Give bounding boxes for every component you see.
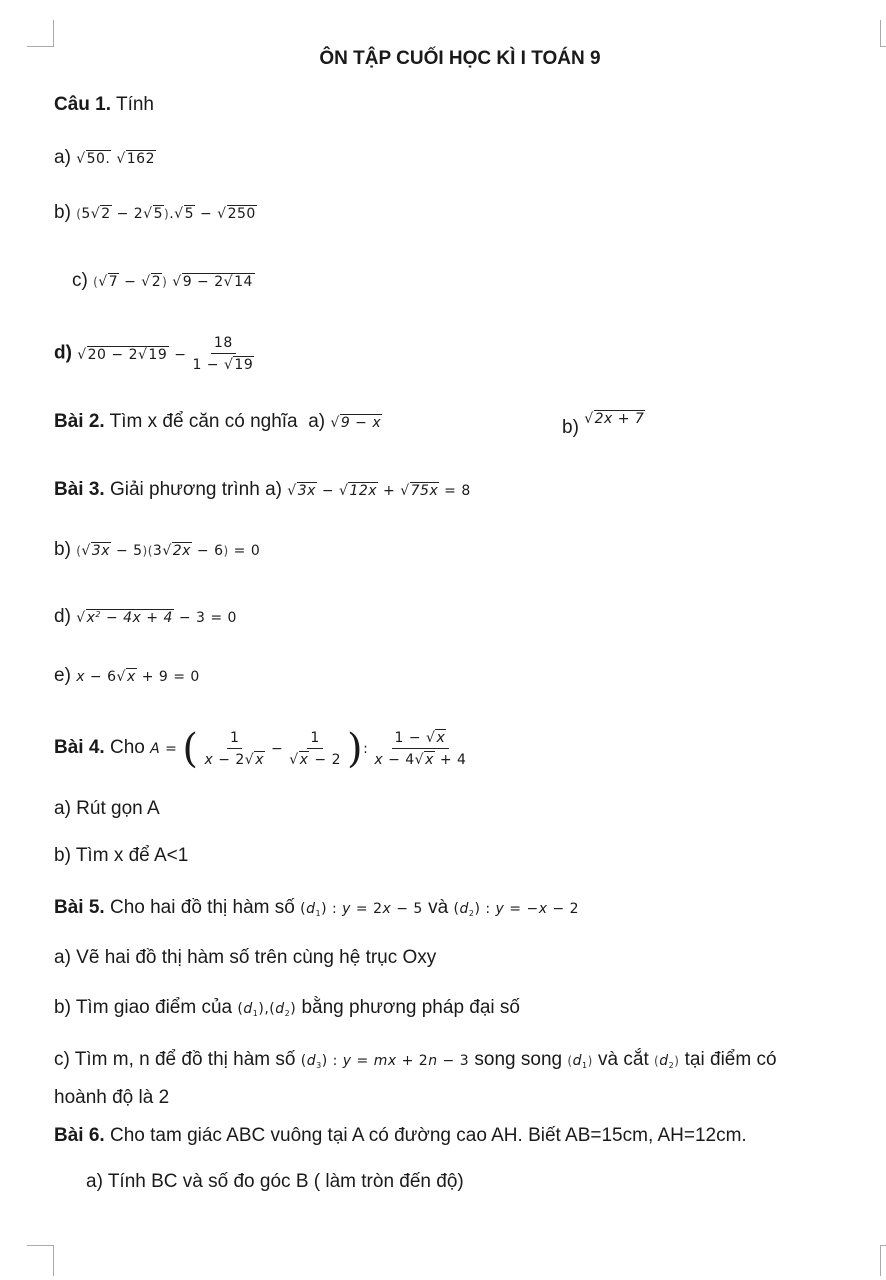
bai3-b-label: b) — [54, 539, 71, 560]
bai4-line — [54, 723, 472, 774]
cau1-a-expr: √50. √162 — [76, 151, 155, 167]
bai5-b-post: bằng phương pháp đại số — [301, 997, 520, 1018]
bai4-b: b) Tìm x để A<1 — [54, 845, 189, 866]
bai3-e-label: e) — [54, 665, 71, 686]
bai3-a-expr: √3x − √12x + √75x = 8 — [287, 483, 471, 499]
bai2-a-label: a) — [308, 411, 326, 432]
bai6-line — [54, 1124, 747, 1148]
corner-mark-top-left — [27, 20, 54, 47]
cau1-d — [54, 334, 260, 375]
bai2-line — [54, 410, 382, 435]
cau1-b-expr: (5√2 − 2√5).√5 − √250 — [76, 206, 256, 222]
cau1-a-label: a) — [54, 147, 71, 168]
bai5-and: và — [428, 897, 449, 918]
bai4-expr: A = ( $\frac{1}{x - 2√x}$ − $\frac{1}{√x - 2}$ ): $\frac{1 - √x}{x - 4√x + 4}$ — [150, 726, 467, 772]
bai2-heading: Bài 2. — [54, 411, 105, 432]
corner-mark-bottom-left — [27, 1245, 54, 1276]
cau1-heading-line — [54, 93, 154, 117]
corner-mark-top-right — [880, 20, 886, 47]
bai3-e-expr: x − 6√x + 9 = 0 — [76, 669, 200, 685]
cau1-heading: Câu 1. — [54, 94, 112, 115]
bai5-text: Cho hai đồ thị hàm số — [109, 897, 295, 918]
bai5-heading: Bài 5. — [54, 897, 105, 918]
bai5-c-d1: $(d_1)$ — [567, 1053, 593, 1070]
corner-mark-bottom-right — [880, 1245, 886, 1276]
cau1-c — [72, 269, 255, 294]
cau1-a — [54, 146, 156, 171]
bai3-d-expr: $√x^2 - 4x + 4 - 3 = 0$ — [76, 610, 237, 626]
cau1-c-label: c) — [72, 270, 88, 291]
bai5-d1-expr: $(d_1)$ : y = 2x − 5 — [300, 901, 423, 918]
cau1-b-label: b) — [54, 202, 71, 223]
bai2-text: Tìm x để căn có nghĩa — [109, 411, 298, 432]
bai3-d — [54, 603, 237, 630]
bai5-c-mid2: và cắt — [598, 1049, 649, 1070]
bai5-c-line2: hoành độ là 2 — [54, 1087, 170, 1108]
bai5-a: a) Vẽ hai đồ thị hàm số trên cùng hệ trục Oxy — [54, 947, 437, 968]
bai5-c-pre: c) Tìm m, n để đồ thị hàm số — [54, 1049, 296, 1070]
bai4-a: a) Rút gọn A — [54, 798, 160, 819]
bai5-b — [54, 996, 520, 1026]
bai3-heading: Bài 3. — [54, 479, 105, 500]
bai5-b-pre: b) Tìm giao điểm của — [54, 997, 233, 1018]
bai6-text: Cho tam giác ABC vuông tại A có đường cao AH. Biết AB=15cm, AH=12cm. — [109, 1125, 747, 1146]
bai3-a-label: a) — [265, 479, 282, 500]
bai4-text: Cho — [109, 737, 145, 758]
bai6-a: a) Tính BC và số đo góc B ( làm tròn đến độ) — [86, 1171, 464, 1192]
cau1-b — [54, 201, 257, 226]
bai5-line — [54, 896, 579, 926]
bai2-b — [562, 411, 645, 441]
cau1-text: Tính — [115, 94, 154, 115]
bai5-c — [54, 1048, 777, 1078]
cau1-d-expr: √20 − 2√19 − $\frac{18}{1 - √19}$ — [77, 335, 254, 373]
page-title: ÔN TẬP CUỐI HỌC KÌ I TOÁN 9 — [319, 48, 601, 69]
bai2-b-expr: √2x + 7 — [584, 411, 645, 427]
bai3-b-expr: (√3x − 5)(3√2x − 6) = 0 — [76, 543, 261, 559]
bai5-d2-expr: $(d_2)$ : y = −x − 2 — [453, 901, 580, 918]
cau1-d-label: d) — [54, 342, 72, 364]
bai2-a-expr: √9 − x — [330, 415, 382, 431]
bai2-b-label: b) — [562, 417, 579, 438]
bai3-d-label: d) — [54, 606, 71, 627]
bai4-heading: Bài 4. — [54, 737, 105, 758]
bai5-c-mid: song song — [474, 1049, 563, 1070]
bai6-heading: Bài 6. — [54, 1125, 105, 1146]
bai5-c-post: tại điểm có — [684, 1049, 777, 1070]
bai5-b-expr: $(d_1),(d_2)$ — [237, 1001, 297, 1018]
bai3-line — [54, 478, 471, 503]
bai3-text: Giải phương trình — [109, 479, 260, 500]
cau1-c-expr: (√7 − √2) √9 − 2√14 — [93, 274, 253, 290]
bai3-e — [54, 664, 200, 689]
bai3-b — [54, 538, 260, 563]
bai5-c-expr: $(d_3)$ : y = mx + 2n − 3 — [300, 1053, 470, 1070]
bai5-c-d2: $(d_2)$ — [654, 1053, 680, 1070]
